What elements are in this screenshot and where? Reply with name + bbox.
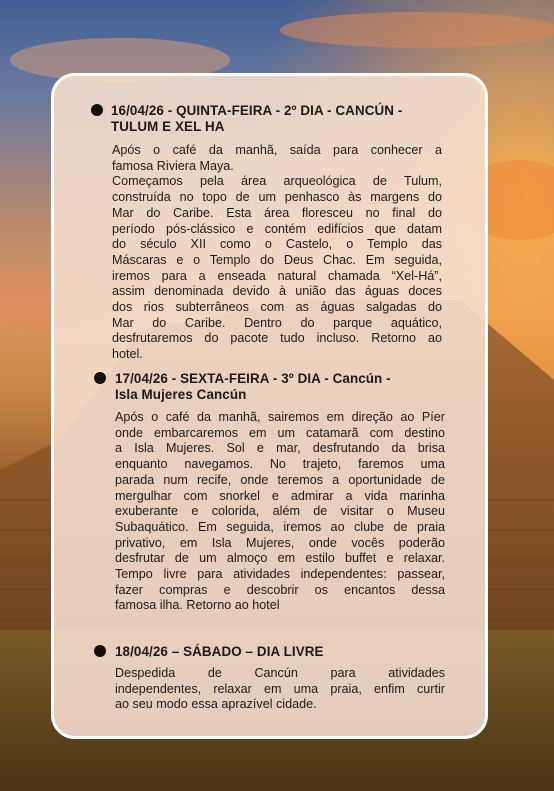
itinerary-card bbox=[51, 73, 488, 739]
text-line: famosa ilha. Retorno ao hotel bbox=[115, 598, 280, 613]
text-line: período pós-clássico e contém edifícios que datam bbox=[112, 221, 442, 236]
day-description bbox=[115, 410, 445, 614]
text-line: Mar do Caribe. Dentro do parque aquático, bbox=[112, 315, 442, 330]
heading-line: TULUM E XEL HA bbox=[111, 119, 225, 134]
text-line: enquanto navegamos. No trajeto, faremos uma bbox=[115, 457, 445, 472]
bullet-icon bbox=[91, 104, 103, 116]
text-line: fazer compras e descobrir os encantos dessa bbox=[115, 582, 445, 597]
text-line: hotel. bbox=[112, 347, 143, 362]
heading-line: Isla Mujeres Cancún bbox=[115, 387, 247, 402]
text-line: Após o café da manhã, sairemos em direção ao Píer bbox=[115, 410, 445, 424]
day-heading bbox=[111, 103, 402, 135]
text-line: Mar do Caribe. Esta área floresceu no final do bbox=[112, 205, 442, 220]
text-line: independentes, relaxar em uma praia, enfim curtir bbox=[115, 681, 445, 696]
text-line: construída no topo de um penhasco às margens do bbox=[112, 190, 442, 205]
text-line: dos rios subterrâneos com as águas salgadas do bbox=[112, 300, 442, 315]
text-line: Tempo livre para atividades independentes: passear, bbox=[115, 567, 445, 582]
text-line: famosa Riviera Maya. bbox=[112, 158, 234, 173]
text-line: a Isla Mujeres. Sol e mar, desfrutando da brisa bbox=[115, 441, 445, 456]
day-heading bbox=[115, 371, 391, 403]
bullet-icon bbox=[94, 645, 106, 657]
text-line: ao seu modo essa aprazível cidade. bbox=[115, 697, 317, 712]
heading-line: 16/04/26 - QUINTA-FEIRA - 2º DIA - CANCÚN - bbox=[111, 103, 403, 118]
text-line: iremos para a enseada natural chamada “Xel-Há”, bbox=[112, 268, 442, 283]
heading-line: 18/04/26 – SÁBADO – DIA LIVRE bbox=[115, 644, 324, 659]
text-line: Começamos pela área arqueológica de Tulum, bbox=[112, 174, 442, 189]
day-description bbox=[112, 143, 442, 363]
text-line: assim denominada devido à união das águas doces bbox=[112, 284, 442, 299]
text-line: Despedida de Cancún para atividades bbox=[115, 666, 445, 680]
text-line: desfrutaremos do pacote tudo incluso. Retorno ao bbox=[112, 331, 442, 346]
text-line: mergulhar com snorkel e admirar a vida marinha bbox=[115, 488, 445, 503]
text-line: Após o café da manhã, saída para conhecer a bbox=[112, 143, 442, 157]
text-line: Máscaras e o Templo do Deus Chac. Em seguida, bbox=[112, 252, 442, 267]
heading-line: 17/04/26 - SEXTA-FEIRA - 3º DIA - Cancún - bbox=[115, 371, 391, 386]
bullet-icon bbox=[94, 372, 106, 384]
text-line: parada num recife, onde teremos a oportunidade de bbox=[115, 472, 445, 487]
text-line: Subaquático. Em seguida, iremos ao clube de praia bbox=[115, 519, 445, 534]
day-heading bbox=[115, 644, 324, 660]
text-line: do século XII como o Castelo, o Templo das bbox=[112, 237, 442, 252]
text-line: privativo, em Isla Mujeres, onde vocês poderão bbox=[115, 535, 445, 550]
day-description bbox=[115, 666, 445, 713]
text-line: desfrutar de um almoço em estilo buffet e relaxar. bbox=[115, 551, 445, 566]
text-line: onde embarcaremos em um catamarã com destino bbox=[115, 425, 445, 440]
text-line: exuberante e colorida, além de visitar o Museu bbox=[115, 504, 445, 519]
